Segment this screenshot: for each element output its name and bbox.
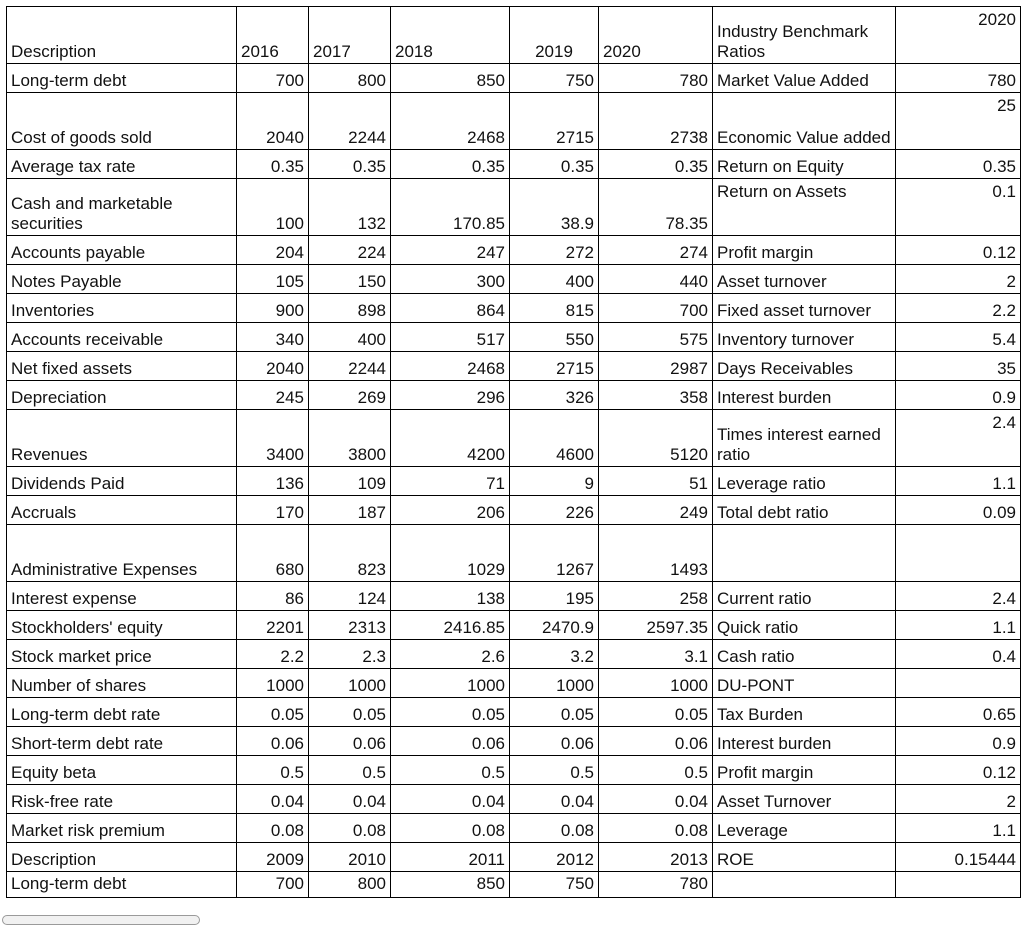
value-cell[interactable]: 0.35 — [391, 150, 510, 179]
financial-data-table — [6, 6, 1021, 898]
row-label-cell[interactable]: Depreciation — [7, 381, 237, 410]
value-cell[interactable]: 224 — [309, 236, 391, 265]
benchmark-label-cell[interactable]: Profit margin — [713, 236, 896, 265]
row-label-cell[interactable]: Stockholders' equity — [7, 611, 237, 640]
value-cell[interactable]: 0.06 — [309, 727, 391, 756]
value-cell[interactable]: 1000 — [391, 669, 510, 698]
value-cell[interactable]: 0.5 — [510, 756, 599, 785]
benchmark-label-cell[interactable]: Quick ratio — [713, 611, 896, 640]
value-cell[interactable]: 300 — [391, 265, 510, 294]
table-row — [7, 785, 1021, 814]
table-row — [7, 872, 1021, 898]
value-cell[interactable]: 0.05 — [237, 698, 309, 727]
benchmark-value-cell[interactable]: 35 — [896, 352, 1021, 381]
row-label-cell[interactable]: Accounts receivable — [7, 323, 237, 352]
table-row — [7, 294, 1021, 323]
value-cell[interactable]: 0.35 — [599, 150, 713, 179]
value-cell[interactable]: 800 — [309, 872, 391, 898]
benchmark-label-cell[interactable] — [713, 872, 896, 898]
value-cell[interactable]: 71 — [391, 467, 510, 496]
benchmark-value-cell[interactable]: 2 — [896, 265, 1021, 294]
row-label-cell[interactable]: Risk-free rate — [7, 785, 237, 814]
value-cell[interactable]: 109 — [309, 467, 391, 496]
value-cell[interactable]: 823 — [309, 525, 391, 582]
value-cell[interactable]: 296 — [391, 381, 510, 410]
benchmark-value-cell[interactable]: 1.1 — [896, 467, 1021, 496]
value-cell[interactable]: 0.04 — [599, 785, 713, 814]
header-benchmark-title-cell[interactable]: Industry Benchmark Ratios — [713, 7, 896, 64]
header-description-cell[interactable]: Description — [7, 7, 237, 64]
benchmark-value-cell[interactable] — [896, 525, 1021, 582]
benchmark-label-cell[interactable]: Leverage ratio — [713, 467, 896, 496]
benchmark-value-cell[interactable]: 2.2 — [896, 294, 1021, 323]
value-cell[interactable]: 0.04 — [391, 785, 510, 814]
value-cell[interactable]: 0.05 — [391, 698, 510, 727]
value-cell[interactable]: 0.08 — [599, 814, 713, 843]
benchmark-label-cell[interactable]: Cash ratio — [713, 640, 896, 669]
row-label-cell[interactable]: Net fixed assets — [7, 352, 237, 381]
header-year-cell[interactable]: 2017 — [309, 7, 391, 64]
benchmark-label-cell[interactable]: Total debt ratio — [713, 496, 896, 525]
value-cell[interactable]: 2244 — [309, 93, 391, 150]
value-cell[interactable]: 86 — [237, 582, 309, 611]
value-cell[interactable]: 0.05 — [510, 698, 599, 727]
value-cell[interactable]: 1493 — [599, 525, 713, 582]
value-cell[interactable]: 850 — [391, 872, 510, 898]
value-cell[interactable]: 138 — [391, 582, 510, 611]
benchmark-label-cell[interactable]: Return on Assets — [713, 179, 896, 236]
value-cell[interactable]: 150 — [309, 265, 391, 294]
value-cell[interactable]: 187 — [309, 496, 391, 525]
value-cell[interactable]: 1000 — [599, 669, 713, 698]
row-label-cell[interactable]: Long-term debt — [7, 64, 237, 93]
benchmark-value-cell[interactable]: 2.4 — [896, 410, 1021, 467]
benchmark-value-cell[interactable]: 1.1 — [896, 814, 1021, 843]
value-cell[interactable]: 2715 — [510, 93, 599, 150]
benchmark-value-cell[interactable]: 5.4 — [896, 323, 1021, 352]
benchmark-value-cell[interactable]: 0.12 — [896, 236, 1021, 265]
benchmark-value-cell[interactable]: 0.9 — [896, 381, 1021, 410]
value-cell[interactable]: 0.5 — [237, 756, 309, 785]
value-cell[interactable]: 2.3 — [309, 640, 391, 669]
row-label-cell[interactable]: Notes Payable — [7, 265, 237, 294]
value-cell[interactable]: 850 — [391, 64, 510, 93]
row-label-cell[interactable]: Accruals — [7, 496, 237, 525]
table-row — [7, 467, 1021, 496]
benchmark-value-cell[interactable]: 0.35 — [896, 150, 1021, 179]
value-cell[interactable]: 0.08 — [309, 814, 391, 843]
value-cell[interactable]: 2012 — [510, 843, 599, 872]
benchmark-label-cell[interactable]: DU-PONT — [713, 669, 896, 698]
value-cell[interactable]: 2010 — [309, 843, 391, 872]
value-cell[interactable]: 2040 — [237, 352, 309, 381]
row-label-cell[interactable]: Dividends Paid — [7, 467, 237, 496]
header-benchmark-year-cell[interactable]: 2020 — [896, 7, 1021, 64]
table-row — [7, 698, 1021, 727]
value-cell[interactable]: 550 — [510, 323, 599, 352]
benchmark-label-cell[interactable]: Times interest earned ratio — [713, 410, 896, 467]
value-cell[interactable]: 105 — [237, 265, 309, 294]
benchmark-label-cell[interactable] — [713, 525, 896, 582]
value-cell[interactable]: 2416.85 — [391, 611, 510, 640]
row-label-cell[interactable]: Administrative Expenses — [7, 525, 237, 582]
value-cell[interactable]: 5120 — [599, 410, 713, 467]
value-cell[interactable]: 0.5 — [391, 756, 510, 785]
value-cell[interactable]: 206 — [391, 496, 510, 525]
value-cell[interactable]: 136 — [237, 467, 309, 496]
value-cell[interactable]: 2468 — [391, 352, 510, 381]
value-cell[interactable]: 0.05 — [309, 698, 391, 727]
value-cell[interactable]: 2987 — [599, 352, 713, 381]
value-cell[interactable]: 0.04 — [237, 785, 309, 814]
value-cell[interactable]: 2738 — [599, 93, 713, 150]
benchmark-label-cell[interactable]: Tax Burden — [713, 698, 896, 727]
value-cell[interactable]: 0.04 — [309, 785, 391, 814]
row-label-cell[interactable]: Interest expense — [7, 582, 237, 611]
value-cell[interactable]: 4600 — [510, 410, 599, 467]
table-row — [7, 150, 1021, 179]
value-cell[interactable]: 2040 — [237, 93, 309, 150]
table-row — [7, 265, 1021, 294]
value-cell[interactable]: 575 — [599, 323, 713, 352]
row-label-cell[interactable]: Inventories — [7, 294, 237, 323]
table-row — [7, 640, 1021, 669]
row-label-cell[interactable]: Market risk premium — [7, 814, 237, 843]
table-row — [7, 496, 1021, 525]
value-cell[interactable]: 226 — [510, 496, 599, 525]
value-cell[interactable]: 2597.35 — [599, 611, 713, 640]
value-cell[interactable]: 78.35 — [599, 179, 713, 236]
row-label-cell[interactable]: Number of shares — [7, 669, 237, 698]
benchmark-value-cell[interactable]: 0.1 — [896, 179, 1021, 236]
value-cell[interactable]: 258 — [599, 582, 713, 611]
value-cell[interactable]: 1000 — [309, 669, 391, 698]
value-cell[interactable]: 0.5 — [309, 756, 391, 785]
value-cell[interactable]: 0.35 — [510, 150, 599, 179]
value-cell[interactable]: 864 — [391, 294, 510, 323]
value-cell[interactable]: 9 — [510, 467, 599, 496]
header-year-cell[interactable]: 2016 — [237, 7, 309, 64]
benchmark-label-cell[interactable]: Interest burden — [713, 381, 896, 410]
header-year-cell[interactable]: 2019 — [510, 7, 599, 64]
benchmark-label-cell[interactable]: Asset turnover — [713, 265, 896, 294]
value-cell[interactable]: 0.05 — [599, 698, 713, 727]
value-cell[interactable]: 2009 — [237, 843, 309, 872]
value-cell[interactable]: 204 — [237, 236, 309, 265]
value-cell[interactable]: 0.08 — [391, 814, 510, 843]
value-cell[interactable]: 1029 — [391, 525, 510, 582]
table-row — [7, 814, 1021, 843]
benchmark-value-cell[interactable] — [896, 669, 1021, 698]
value-cell[interactable]: 0.08 — [510, 814, 599, 843]
table-row — [7, 323, 1021, 352]
value-cell[interactable]: 340 — [237, 323, 309, 352]
header-year-cell[interactable]: 2020 — [599, 7, 713, 64]
value-cell[interactable]: 700 — [599, 294, 713, 323]
table-row — [7, 93, 1021, 150]
row-label-cell[interactable]: Cost of goods sold — [7, 93, 237, 150]
row-label-cell[interactable]: Revenues — [7, 410, 237, 467]
table-row — [7, 756, 1021, 785]
table-row — [7, 410, 1021, 467]
benchmark-label-cell[interactable]: Economic Value added — [713, 93, 896, 150]
row-label-cell[interactable]: Short-term debt rate — [7, 727, 237, 756]
table-row — [7, 179, 1021, 236]
row-label-cell[interactable]: Long-term debt — [7, 872, 237, 898]
value-cell[interactable]: 3.1 — [599, 640, 713, 669]
value-cell[interactable]: 124 — [309, 582, 391, 611]
table-row — [7, 64, 1021, 93]
value-cell[interactable]: 4200 — [391, 410, 510, 467]
value-cell[interactable]: 0.5 — [599, 756, 713, 785]
benchmark-value-cell[interactable]: 0.15444 — [896, 843, 1021, 872]
value-cell[interactable]: 400 — [309, 323, 391, 352]
value-cell[interactable]: 100 — [237, 179, 309, 236]
benchmark-label-cell[interactable]: Asset Turnover — [713, 785, 896, 814]
value-cell[interactable]: 400 — [510, 265, 599, 294]
value-cell[interactable]: 249 — [599, 496, 713, 525]
table-row — [7, 843, 1021, 872]
value-cell[interactable]: 245 — [237, 381, 309, 410]
value-cell[interactable]: 272 — [510, 236, 599, 265]
value-cell[interactable]: 2201 — [237, 611, 309, 640]
benchmark-label-cell[interactable]: Interest burden — [713, 727, 896, 756]
row-label-cell[interactable]: Average tax rate — [7, 150, 237, 179]
value-cell[interactable]: 132 — [309, 179, 391, 236]
value-cell[interactable]: 2.6 — [391, 640, 510, 669]
value-cell[interactable]: 440 — [599, 265, 713, 294]
benchmark-label-cell[interactable]: Days Receivables — [713, 352, 896, 381]
value-cell[interactable]: 517 — [391, 323, 510, 352]
value-cell[interactable]: 1267 — [510, 525, 599, 582]
table-row — [7, 352, 1021, 381]
value-cell[interactable]: 247 — [391, 236, 510, 265]
benchmark-value-cell[interactable]: 2 — [896, 785, 1021, 814]
benchmark-label-cell[interactable]: ROE — [713, 843, 896, 872]
benchmark-label-cell[interactable]: Fixed asset turnover — [713, 294, 896, 323]
value-cell[interactable]: 274 — [599, 236, 713, 265]
value-cell[interactable]: 1000 — [237, 669, 309, 698]
value-cell[interactable]: 269 — [309, 381, 391, 410]
value-cell[interactable]: 898 — [309, 294, 391, 323]
value-cell[interactable]: 2313 — [309, 611, 391, 640]
value-cell[interactable]: 750 — [510, 872, 599, 898]
value-cell[interactable]: 2013 — [599, 843, 713, 872]
row-label-cell[interactable]: Cash and marketable securities — [7, 179, 237, 236]
value-cell[interactable]: 0.04 — [510, 785, 599, 814]
value-cell[interactable]: 3.2 — [510, 640, 599, 669]
value-cell[interactable]: 680 — [237, 525, 309, 582]
row-label-cell[interactable]: Accounts payable — [7, 236, 237, 265]
horizontal-scrollbar[interactable] — [2, 915, 200, 925]
benchmark-label-cell[interactable]: Current ratio — [713, 582, 896, 611]
table-row — [7, 727, 1021, 756]
value-cell[interactable]: 0.06 — [510, 727, 599, 756]
benchmark-value-cell[interactable]: 1.1 — [896, 611, 1021, 640]
value-cell[interactable]: 750 — [510, 64, 599, 93]
benchmark-label-cell[interactable]: Market Value Added — [713, 64, 896, 93]
value-cell[interactable]: 700 — [237, 872, 309, 898]
benchmark-value-cell[interactable]: 0.12 — [896, 756, 1021, 785]
header-row — [7, 7, 1021, 64]
value-cell[interactable]: 0.35 — [237, 150, 309, 179]
value-cell[interactable]: 38.9 — [510, 179, 599, 236]
benchmark-label-cell[interactable]: Inventory turnover — [713, 323, 896, 352]
value-cell[interactable]: 170 — [237, 496, 309, 525]
row-label-cell[interactable]: Long-term debt rate — [7, 698, 237, 727]
header-year-cell[interactable]: 2018 — [391, 7, 510, 64]
benchmark-value-cell[interactable]: 0.4 — [896, 640, 1021, 669]
value-cell[interactable]: 0.35 — [309, 150, 391, 179]
benchmark-value-cell[interactable]: 0.65 — [896, 698, 1021, 727]
table-row — [7, 381, 1021, 410]
value-cell[interactable]: 51 — [599, 467, 713, 496]
value-cell[interactable]: 358 — [599, 381, 713, 410]
table-row — [7, 669, 1021, 698]
value-cell[interactable]: 1000 — [510, 669, 599, 698]
value-cell[interactable]: 2715 — [510, 352, 599, 381]
value-cell[interactable]: 780 — [599, 64, 713, 93]
benchmark-value-cell[interactable]: 780 — [896, 64, 1021, 93]
row-label-cell[interactable]: Equity beta — [7, 756, 237, 785]
value-cell[interactable]: 0.06 — [237, 727, 309, 756]
benchmark-label-cell[interactable]: Profit margin — [713, 756, 896, 785]
table-row — [7, 611, 1021, 640]
value-cell[interactable]: 3800 — [309, 410, 391, 467]
value-cell[interactable]: 900 — [237, 294, 309, 323]
value-cell[interactable]: 2244 — [309, 352, 391, 381]
row-label-cell[interactable]: Description — [7, 843, 237, 872]
value-cell[interactable]: 2.2 — [237, 640, 309, 669]
table-row — [7, 582, 1021, 611]
value-cell[interactable]: 780 — [599, 872, 713, 898]
value-cell[interactable]: 0.06 — [391, 727, 510, 756]
benchmark-value-cell[interactable]: 25 — [896, 93, 1021, 150]
value-cell[interactable]: 0.08 — [237, 814, 309, 843]
value-cell[interactable]: 3400 — [237, 410, 309, 467]
value-cell[interactable]: 195 — [510, 582, 599, 611]
value-cell[interactable]: 800 — [309, 64, 391, 93]
benchmark-value-cell[interactable]: 0.09 — [896, 496, 1021, 525]
value-cell[interactable]: 0.06 — [599, 727, 713, 756]
value-cell[interactable]: 326 — [510, 381, 599, 410]
value-cell[interactable]: 700 — [237, 64, 309, 93]
benchmark-label-cell[interactable]: Return on Equity — [713, 150, 896, 179]
value-cell[interactable]: 815 — [510, 294, 599, 323]
row-label-cell[interactable]: Stock market price — [7, 640, 237, 669]
table-row — [7, 525, 1021, 582]
value-cell[interactable]: 2470.9 — [510, 611, 599, 640]
value-cell[interactable]: 2468 — [391, 93, 510, 150]
value-cell[interactable]: 2011 — [391, 843, 510, 872]
benchmark-value-cell[interactable]: 2.4 — [896, 582, 1021, 611]
value-cell[interactable]: 170.85 — [391, 179, 510, 236]
table-row — [7, 236, 1021, 265]
benchmark-value-cell[interactable]: 0.9 — [896, 727, 1021, 756]
benchmark-label-cell[interactable]: Leverage — [713, 814, 896, 843]
benchmark-value-cell[interactable] — [896, 872, 1021, 898]
